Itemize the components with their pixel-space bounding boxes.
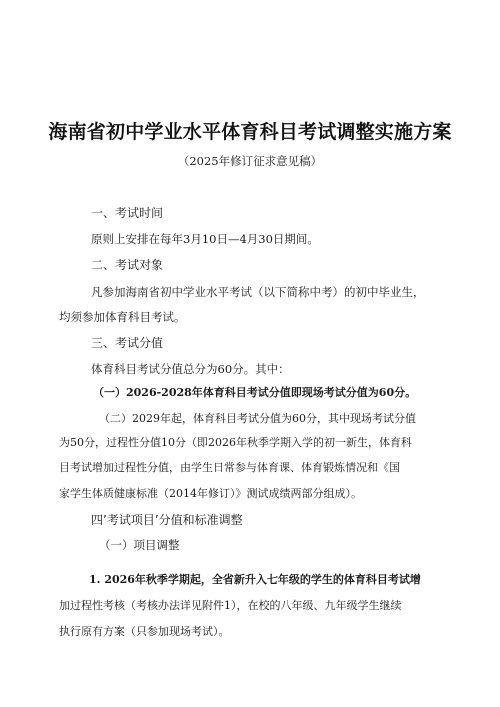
document-subtitle: （2025年修订征求意见稿） xyxy=(177,154,323,168)
paragraph-line-item-2: （二）2029年起，体育科目考试分值为60分，其中现场考试分值 xyxy=(99,412,416,425)
paragraph-line-item-1: （一）2026-2028年体育科目考试分值即现场考试分值为60分。 xyxy=(93,386,417,399)
paragraph-line: 目考试增加过程性分值，由学生日常参与体育课、体育锻炼情况和《国 xyxy=(59,461,400,474)
paragraph-line: 家学生体质健康标准（2014年修订）》测试成绩两部分组成）。 xyxy=(59,487,362,500)
document-title: 海南省初中学业水平体育科目考试调整实施方案 xyxy=(48,121,452,143)
paragraph-line: 均须参加体育科目考试。 xyxy=(59,310,186,324)
section-heading-exam-time: 一、考试时间 xyxy=(91,206,164,220)
paragraph-line: 加过程性考核（考核办法详见附件1），在校的八年级、九年级学生继续 xyxy=(59,599,402,612)
subsection-heading-item-adjust: （一）项目调整 xyxy=(99,538,180,552)
paragraph-line: 体育科目考试分值总分为60分。其中： xyxy=(91,362,290,376)
section-heading-exam-items: 四’考试项目’分值和标准调整 xyxy=(91,513,243,527)
paragraph-line: 1. 2026年秋季学期起，全省新升入七年级的学生的体育科目考试增 xyxy=(89,573,421,586)
section-heading-exam-score: 三、考试分值 xyxy=(91,336,164,350)
paragraph-line: 执行原有方案（只参加现场考试）。 xyxy=(59,625,230,638)
section-heading-exam-target: 二、考试对象 xyxy=(91,258,164,272)
paragraph-line: 为50分，过程性分值10分（即2026年秋季学期入学的初一新生，体育科 xyxy=(59,436,412,449)
paragraph-line: 原则上安排在每年3月10日—4月30日期间。 xyxy=(91,232,319,246)
paragraph-line: 凡参加海南省初中学业水平考试（以下简称中考）的初中毕业生， xyxy=(91,285,425,299)
